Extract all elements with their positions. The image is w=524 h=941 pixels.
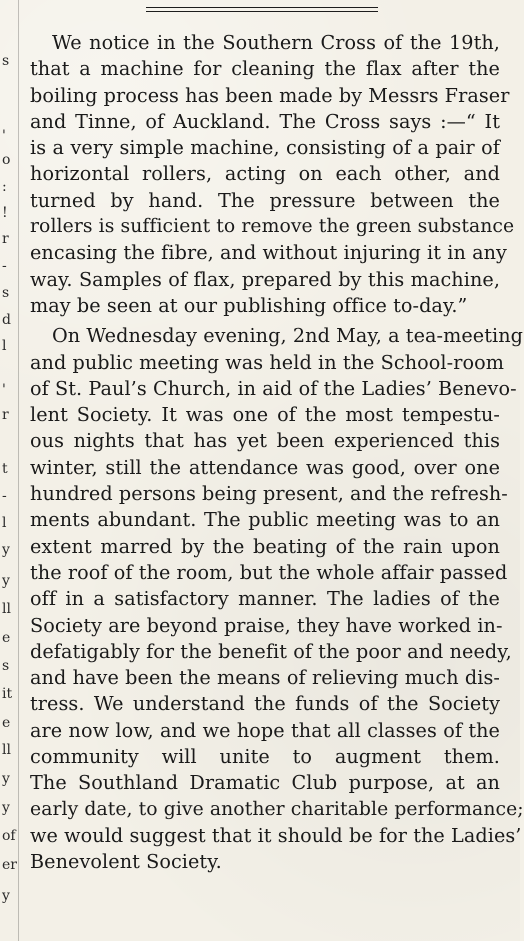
line-text: tress. We understand the funds of the Society xyxy=(30,692,500,716)
article-line xyxy=(30,376,517,402)
article-line xyxy=(30,56,500,82)
column-fragment-letter: d xyxy=(2,312,11,328)
article-line xyxy=(30,240,507,266)
article-line xyxy=(30,823,522,849)
article-line xyxy=(30,428,500,454)
line-text: that a machine for cleaning the flax after the xyxy=(30,57,500,81)
line-text: of St. Paul’s Church, in aid of the Ladies’ Benevo- xyxy=(30,376,517,400)
line-text: the roof of the room, but the whole affair passed xyxy=(30,560,508,584)
column-fragment-letter: y xyxy=(2,771,10,787)
line-text: are now low, and we hope that all classes of the xyxy=(30,718,500,742)
line-text: lent Society. It was one of the most tempestu- xyxy=(30,403,500,427)
line-text: winter, still the attendance was good, over one xyxy=(30,455,500,479)
article-line xyxy=(30,534,500,560)
line-text: ous nights that has yet been experienced this xyxy=(30,429,500,453)
article-line xyxy=(30,613,503,639)
article-line xyxy=(30,507,500,533)
line-text: defatigably for the benefit of the poor and needy, xyxy=(30,639,512,663)
column-fragment-letter: s xyxy=(2,285,10,301)
article-line xyxy=(30,586,500,612)
article-line xyxy=(30,797,524,823)
article-line xyxy=(30,323,524,349)
article-line xyxy=(30,770,500,796)
column-fragment-letter: r xyxy=(2,407,9,423)
column-fragment-letter: ! xyxy=(2,205,8,221)
column-fragment-letter: of xyxy=(2,828,16,844)
line-text: Benevolent Society. xyxy=(30,850,222,874)
article-line xyxy=(30,214,515,240)
line-text: and Tinne, of Auckland. The Cross says :—“ It xyxy=(30,109,500,133)
line-text: hundred persons being present, and the refresh- xyxy=(30,482,508,506)
article-line xyxy=(30,267,500,293)
column-fragment-letter: ll xyxy=(2,742,11,758)
column-fragment-letter: e xyxy=(2,715,11,731)
line-text: Society are beyond praise, they have worked in- xyxy=(30,613,503,637)
column-fragment-letter: - xyxy=(2,258,7,274)
article-line xyxy=(30,402,500,428)
column-fragment-letter: y xyxy=(2,800,10,816)
line-text: turned by hand. The pressure between the xyxy=(30,188,500,212)
column-fragment-letter: ll xyxy=(2,601,11,617)
line-text: way. Samples of flax, prepared by this machine, xyxy=(30,267,500,291)
line-text: On Wednesday evening, 2nd May, a tea-meeting xyxy=(52,324,524,348)
line-text: is a very simple machine, consisting of a pair of xyxy=(30,136,500,160)
article-line xyxy=(30,30,500,56)
column-fragment-letter: l xyxy=(2,338,7,354)
article-line xyxy=(30,135,500,161)
article-line xyxy=(30,188,500,214)
article-line xyxy=(30,849,500,875)
article-line xyxy=(30,560,508,586)
paragraph-tea-meeting xyxy=(30,323,524,875)
column-fragment-letter: it xyxy=(2,686,13,702)
article-line xyxy=(30,455,500,481)
line-text: ments abundant. The public meeting was to an xyxy=(30,508,500,532)
adjacent-column-fragment xyxy=(0,0,19,941)
article-line xyxy=(30,350,504,376)
column-fragment-letter: e xyxy=(2,630,11,646)
column-fragment-letter: - xyxy=(2,488,7,504)
double-rule-separator xyxy=(146,7,378,15)
line-text: We notice in the Southern Cross of the 19th, xyxy=(52,31,500,54)
line-text: horizontal rollers, acting on each other, and xyxy=(30,162,500,186)
line-text: community will unite to augment them. xyxy=(30,745,500,769)
line-text: off in a satisfactory manner. The ladies of the xyxy=(30,587,500,611)
article-line xyxy=(30,161,500,187)
column-fragment-letter: o xyxy=(2,152,11,168)
article-line xyxy=(30,83,510,109)
column-fragment-letter: y xyxy=(2,542,10,558)
line-text: we would suggest that it should be for the Ladies’ xyxy=(30,823,522,847)
article-line xyxy=(30,665,500,691)
article-line xyxy=(30,691,500,717)
line-text: and public meeting was held in the School-room xyxy=(30,350,504,374)
column-fragment-letter: l xyxy=(2,515,7,531)
line-text: early date, to give another charitable performance; xyxy=(30,798,524,820)
column-fragment-letter: y xyxy=(2,888,10,904)
column-fragment-letter: r xyxy=(2,231,9,247)
rule-line xyxy=(146,11,378,12)
rule-line xyxy=(146,7,378,8)
line-text: The Southland Dramatic Club purpose, at an xyxy=(30,771,500,795)
line-text: encasing the fibre, and without injuring it in any xyxy=(30,241,507,265)
column-fragment-letter: y xyxy=(2,573,10,589)
column-fragment-letter: s xyxy=(2,658,10,674)
article-line xyxy=(30,481,508,507)
article-line xyxy=(30,639,512,665)
news-column xyxy=(30,30,524,880)
article-line xyxy=(30,293,500,319)
line-text: boiling process has been made by Messrs Fraser xyxy=(30,83,510,107)
line-text: rollers is sufficient to remove the green substance xyxy=(30,216,515,238)
paragraph-flax-machine xyxy=(30,30,515,319)
article-line xyxy=(30,109,500,135)
article-line xyxy=(30,744,500,770)
column-fragment-letter: ' xyxy=(2,382,6,398)
column-fragment-letter: ' xyxy=(2,128,6,144)
column-fragment-letter: er xyxy=(2,857,17,873)
line-text: extent marred by the beating of the rain upon xyxy=(30,534,500,558)
article-line xyxy=(30,718,500,744)
column-fragment-letter: t xyxy=(2,461,8,477)
column-fragment-letter: s xyxy=(2,53,10,69)
line-text: may be seen at our publishing office to-day.” xyxy=(30,293,468,317)
column-fragment-letter: : xyxy=(2,179,7,195)
line-text: and have been the means of relieving much dis- xyxy=(30,666,500,690)
